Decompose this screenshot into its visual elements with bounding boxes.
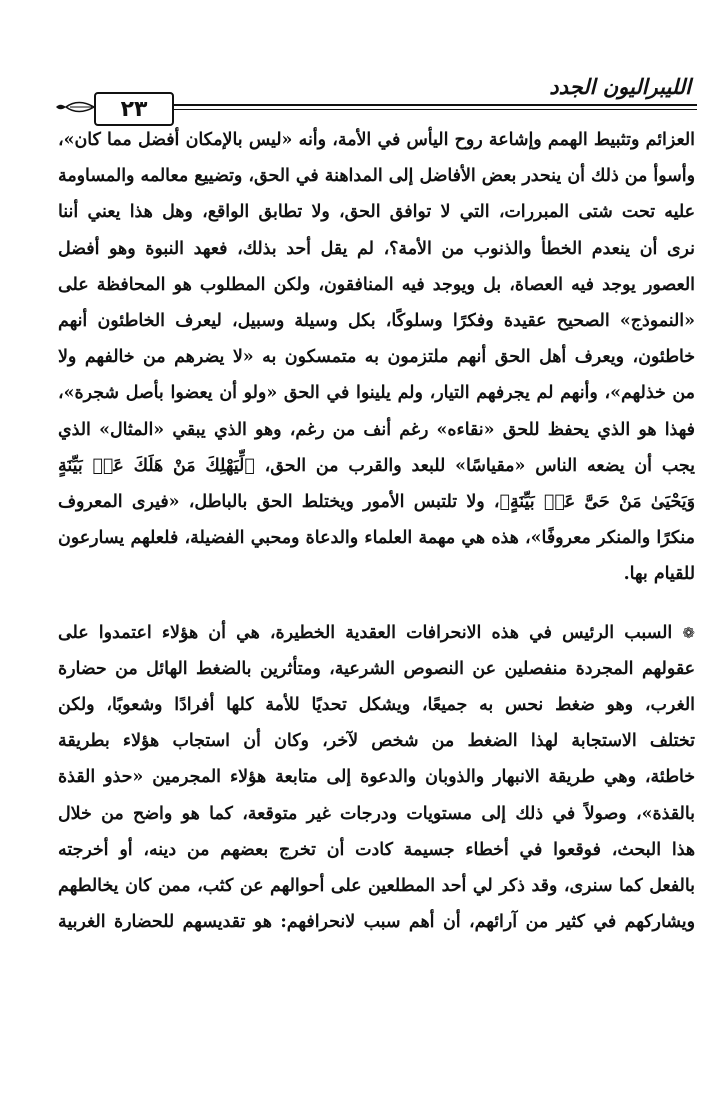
text-line: عقولهم المجردة منفصلين عن النصوص الشرعية، ومتأثرين بالضغط الهائل من حضارة xyxy=(58,658,695,679)
text-line: خاطئون، ويعرف أهل الحق أنهم ملتزمون به متمسكون به «لا يضرهم من خالفهم ولا xyxy=(58,347,695,368)
text-line: نرى أن ينعدم الخطأ والذنوب من الأمة؟، لم يقل أحد بذلك، فعهد النبوة وهو أفضل xyxy=(58,238,695,259)
paragraph-1 xyxy=(58,122,695,593)
text-line: بالفعل كما سنرى، وقد ذكر لي أحد المطلعين على أحوالهم عن كثب، ممن كان يخالطهم xyxy=(58,876,695,897)
running-title: الليبراليون الجدد xyxy=(549,74,691,99)
text-line: من خذلهم»، وأنهم لم يجرفهم التيار، ولم يلينوا في الحق «ولو أن يعضوا بأصل شجرة»، xyxy=(58,383,695,404)
text-line: «النموذج» الصحيح عقيدة وفكرًا وسلوكًا، بكل وسيلة وسبيل، ليعرف الخاطئون أنهم xyxy=(58,311,695,332)
text-line: ويشاركهم في كثير من آرائهم، أن أهم سبب لانحرافهم: هو تقديسهم للحضارة الغربية xyxy=(58,912,695,933)
text-line: يجب أن يضعه الناس «مقياسًا» للبعد والقرب من الحق، ﴿لِّيَهْلِكَ مَنْ هَلَكَ عَنۢ بَيِّنَةٍ xyxy=(58,455,695,476)
text-line: خاطئة، وهي طريقة الانبهار والذوبان والدعوة إلى متابعة هؤلاء المجرمين «حذو القذة xyxy=(58,767,695,788)
page-number: ٢٣ xyxy=(94,92,174,126)
ornament-icon xyxy=(56,99,94,115)
header-rule-thin xyxy=(174,109,697,110)
text-line: عليه تحت شتى المبررات، التي لا توافق الحق، ولا تطابق الواقع، وهل هذا يعني أننا xyxy=(58,202,695,223)
text-line: وَيَحْيَىٰ مَنْ حَىَّ عَنۢ بَيِّنَةٍ﴾، ولا تلتبس الأمور ويختلط الحق بالباطل، «فيرى المعروف xyxy=(58,492,695,513)
paragraph-2 xyxy=(58,615,695,941)
text-line: بالقذة»، وصولاً في ذلك إلى مستويات ودرجات غير متوقعة، كما هو واضح من خلال xyxy=(58,803,695,824)
text-line: تختلف الاستجابة لهذا الضغط من شخص لآخر، وكان أن استجاب هؤلاء بطريقة xyxy=(58,731,695,752)
body-text xyxy=(58,122,695,940)
page-header xyxy=(54,70,697,122)
text-line: وأسوأ من ذلك أن ينحدر بعض الأفاضل إلى المداهنة في الحق، وتضييع معالمه والمساومة xyxy=(58,166,695,187)
text-line: الغرب، وهو ضغط نحس به جميعًا، ويشكل تحديًا للأمة كلها أفرادًا وشعوبًا، ولكن xyxy=(58,695,695,716)
text-line: العزائم وتثبيط الهمم وإشاعة روح اليأس في الأمة، وأنه «ليس بالإمكان أفضل مما كان»، xyxy=(58,130,695,150)
flower-bullet-icon: ❁ xyxy=(682,623,695,642)
header-rule xyxy=(174,104,697,106)
text-line: هذا البحث، فوقعوا في أخطاء جسيمة كادت أن تخرج بعضهم من دينه، أو أخرجته xyxy=(58,839,695,860)
text-line: للقيام بها. xyxy=(623,564,695,585)
text-line: منكرًا والمنكر معروفًا»، هذه هي مهمة العلماء والدعاة ومحبي الفضيلة، فلعلهم يسارعون xyxy=(58,528,695,549)
text-line: العصور يوجد فيه العصاة، بل ويوجد فيه المنافقون، ولكن المطلوب هو المحافظة على xyxy=(58,274,695,295)
text-line-first xyxy=(58,615,695,651)
text-line-content: السبب الرئيس في هذه الانحرافات العقدية الخطيرة، هي أن هؤلاء اعتمدوا على xyxy=(58,622,673,643)
text-line: فهذا هو الذي يحفظ للحق «نقاءه» رغم أنف من رغم، وهو الذي يبقي «المثال» الذي xyxy=(58,419,695,440)
